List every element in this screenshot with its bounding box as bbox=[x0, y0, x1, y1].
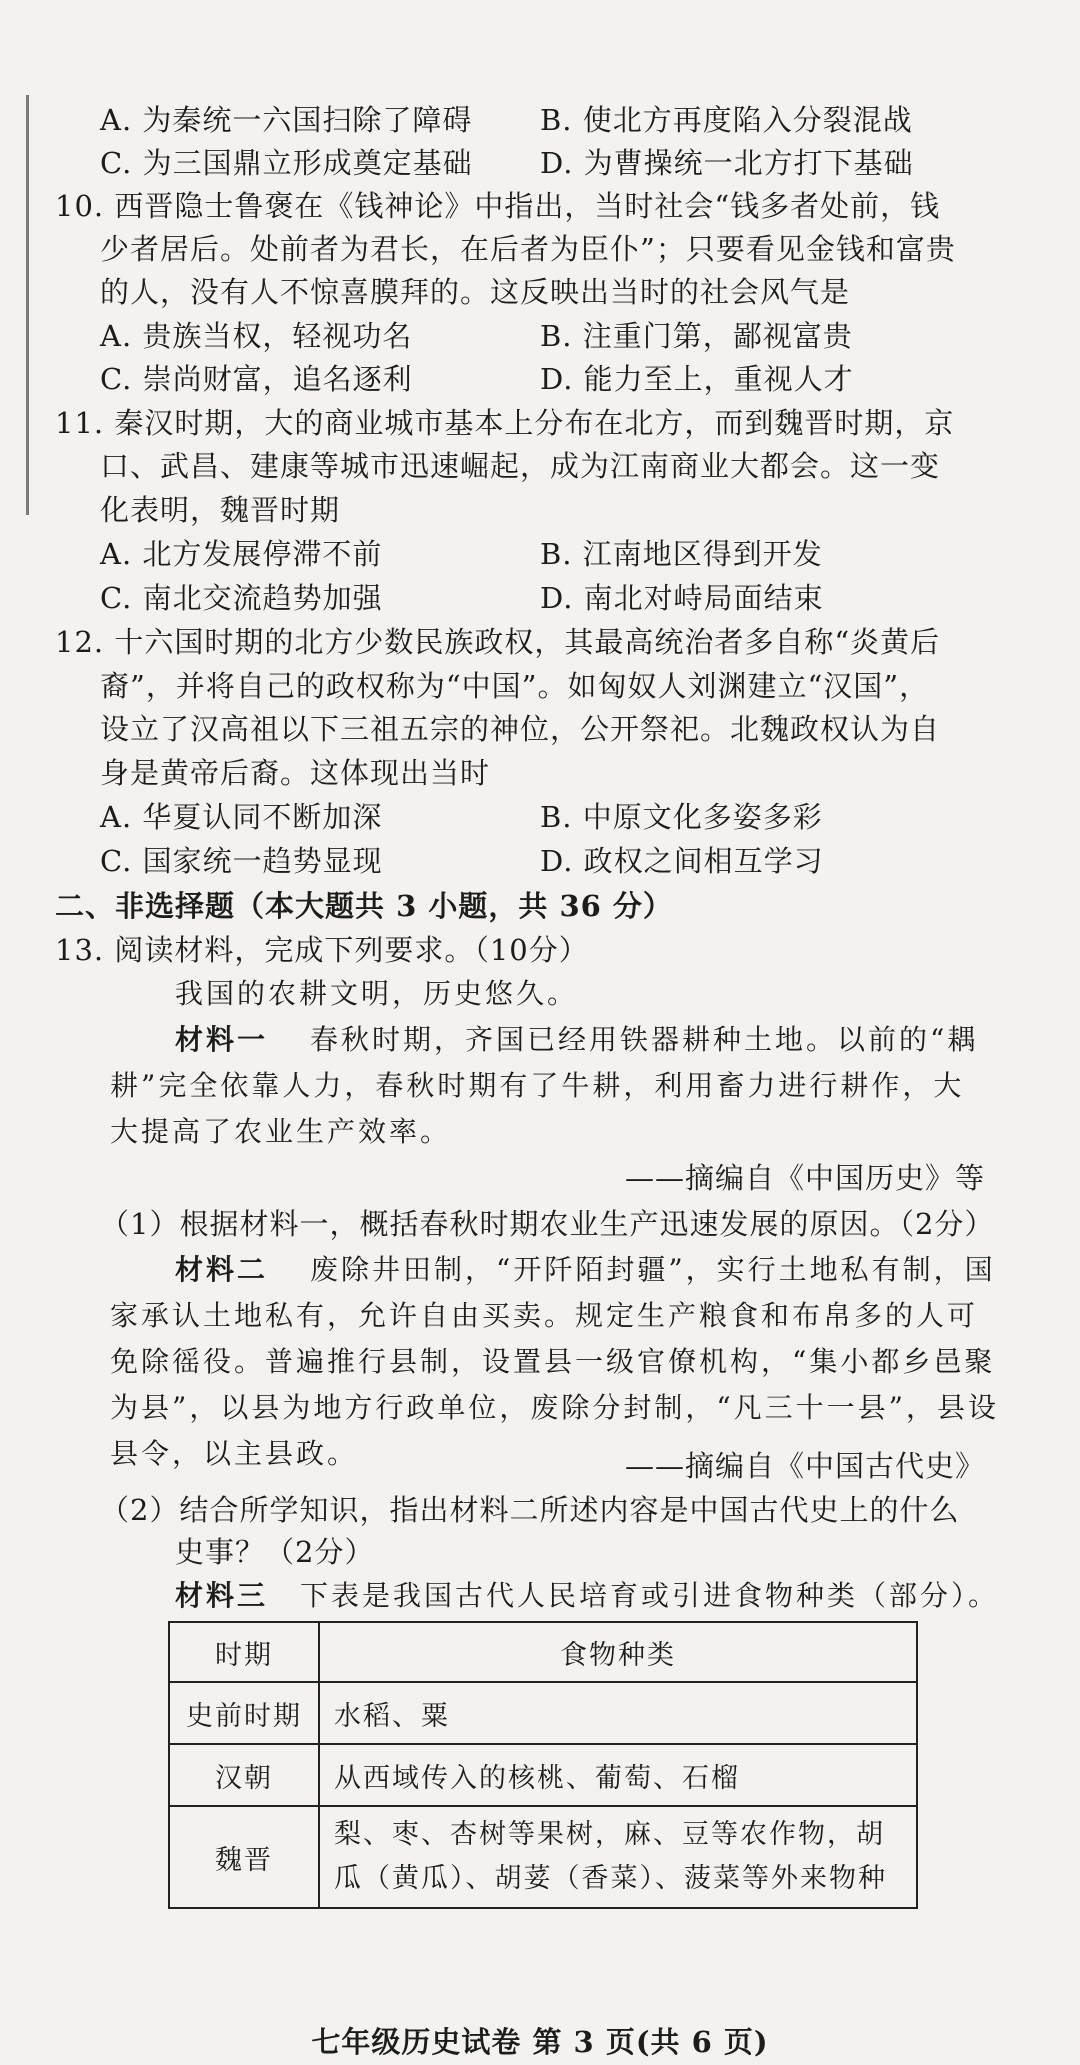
q13-sub-question-1: （1）根据材料一，概括春秋时期农业生产迅速发展的原因。（2分） bbox=[100, 1207, 995, 1241]
table-row bbox=[169, 1744, 917, 1806]
material-1-line-1: 春秋时期，齐国已经用铁器耕种土地。以前的“耦 bbox=[310, 1023, 979, 1056]
q10-option-d: D. 能力至上，重视人才 bbox=[540, 362, 854, 396]
material-2-line-3: 免除徭役。普遍推行县制，设置县一级官僚机构，“集小都乡邑聚 bbox=[110, 1345, 996, 1378]
q11-stem-line-3: 化表明，魏晋时期 bbox=[100, 493, 341, 527]
q11-option-b: B. 江南地区得到开发 bbox=[540, 537, 823, 571]
material-3-text: 下表是我国古代人民培育或引进食物种类（部分）。 bbox=[300, 1579, 1000, 1612]
page-footer: 七年级历史试卷 第 3 页(共 6 页) bbox=[311, 2025, 769, 2059]
q11-stem-line-2: 口、武昌、建康等城市迅速崛起，成为江南商业大都会。这一变 bbox=[100, 449, 941, 483]
q10-stem-line-3: 的人，没有人不惊喜膜拜的。这反映出当时的社会风气是 bbox=[100, 275, 851, 309]
q12-option-b: B. 中原文化多姿多彩 bbox=[540, 800, 823, 834]
food-types-table bbox=[168, 1621, 918, 1909]
material-3-label: 材料三 bbox=[175, 1579, 269, 1612]
q11-option-c: C. 南北交流趋势加强 bbox=[100, 581, 383, 615]
q9-option-b: B. 使北方再度陷入分裂混战 bbox=[540, 103, 913, 137]
q9-option-c: C. 为三国鼎立形成奠定基础 bbox=[100, 146, 473, 180]
table-cell-foods: 梨、枣、杏树等果树，麻、豆等农作物，胡瓜（黄瓜）、胡荽（香菜）、菠菜等外来物种 bbox=[319, 1806, 917, 1908]
binding-margin-line bbox=[26, 95, 29, 515]
q12-stem-line-3: 设立了汉高祖以下三祖五宗的神位，公开祭祀。北魏政权认为自 bbox=[100, 712, 941, 746]
q12-stem-line-4: 身是黄帝后裔。这体现出当时 bbox=[100, 756, 491, 790]
q12-option-c: C. 国家统一趋势显现 bbox=[100, 844, 383, 878]
section-2-title: 二、非选择题（本大题共 3 小题，共 36 分） bbox=[55, 889, 673, 923]
q10-option-a: A. 贵族当权，轻视功名 bbox=[100, 319, 413, 353]
q10-stem-line-2: 少者居后。处前者为君长，在后者为臣仆”；只要看见金钱和富贵 bbox=[100, 232, 956, 266]
q9-option-a: A. 为秦统一六国扫除了障碍 bbox=[100, 103, 473, 137]
material-2-line-4: 为县”，以县为地方行政单位，废除分封制，“凡三十一县”，县设 bbox=[110, 1391, 999, 1424]
table-cell-period: 汉朝 bbox=[169, 1744, 319, 1806]
material-1-line-3: 大提高了农业生产效率。 bbox=[110, 1115, 452, 1148]
material-2-label: 材料二 bbox=[175, 1253, 269, 1286]
q12-option-a: A. 华夏认同不断加深 bbox=[100, 800, 383, 834]
table-header-row bbox=[169, 1622, 917, 1682]
q10-stem-line-1: 10. 西晋隐士鲁褒在《钱神论》中指出，当时社会“钱多者处前，钱 bbox=[55, 189, 941, 223]
q11-option-d: D. 南北对峙局面结束 bbox=[540, 581, 824, 615]
material-1-label: 材料一 bbox=[175, 1023, 269, 1056]
material-2-line-5: 县令，以主县政。 bbox=[110, 1437, 359, 1470]
material-2-source: ——摘编自《中国古代史》 bbox=[624, 1449, 985, 1483]
table-cell-period: 史前时期 bbox=[169, 1682, 319, 1744]
q10-option-c: C. 崇尚财富，追名逐利 bbox=[100, 362, 413, 396]
q12-stem-line-2: 裔”，并将自己的政权称为“中国”。如匈奴人刘渊建立“汉国”， bbox=[100, 669, 930, 703]
table-row bbox=[169, 1806, 917, 1908]
table-header-period: 时期 bbox=[169, 1622, 319, 1682]
q13-stem: 13. 阅读材料，完成下列要求。（10分） bbox=[55, 933, 589, 967]
q13-intro: 我国的农耕文明，历史悠久。 bbox=[175, 977, 579, 1010]
q12-option-d: D. 政权之间相互学习 bbox=[540, 844, 824, 878]
q11-stem-line-1: 11. 秦汉时期，大的商业城市基本上分布在北方，而到魏晋时期，京 bbox=[55, 406, 955, 440]
table-cell-period: 魏晋 bbox=[169, 1806, 319, 1908]
material-2-line-2: 家承认土地私有，允许自由买卖。规定生产粮食和布帛多的人可 bbox=[110, 1299, 979, 1332]
material-2-line-1: 废除井田制，“开阡陌封疆”，实行土地私有制，国 bbox=[310, 1253, 996, 1286]
q11-option-a: A. 北方发展停滞不前 bbox=[100, 537, 383, 571]
q13-sub-question-2-line-2: 史事？（2分） bbox=[175, 1535, 375, 1569]
material-1-line-2: 耕”完全依靠人力，春秋时期有了牛耕，利用畜力进行耕作，大 bbox=[110, 1069, 965, 1102]
q9-option-d: D. 为曹操统一北方打下基础 bbox=[540, 146, 914, 180]
q10-option-b: B. 注重门第，鄙视富贵 bbox=[540, 319, 853, 353]
q12-stem-line-1: 12. 十六国时期的北方少数民族政权，其最高统治者多自称“炎黄后 bbox=[55, 625, 941, 659]
table-row bbox=[169, 1682, 917, 1744]
table-cell-foods: 从西域传入的核桃、葡萄、石榴 bbox=[319, 1744, 917, 1806]
material-1-source: ——摘编自《中国历史》等 bbox=[624, 1161, 985, 1195]
q13-sub-question-2-line-1: （2）结合所学知识，指出材料二所述内容是中国古代史上的什么 bbox=[100, 1493, 960, 1527]
table-cell-foods: 水稻、粟 bbox=[319, 1682, 917, 1744]
table-header-foods: 食物种类 bbox=[319, 1622, 917, 1682]
